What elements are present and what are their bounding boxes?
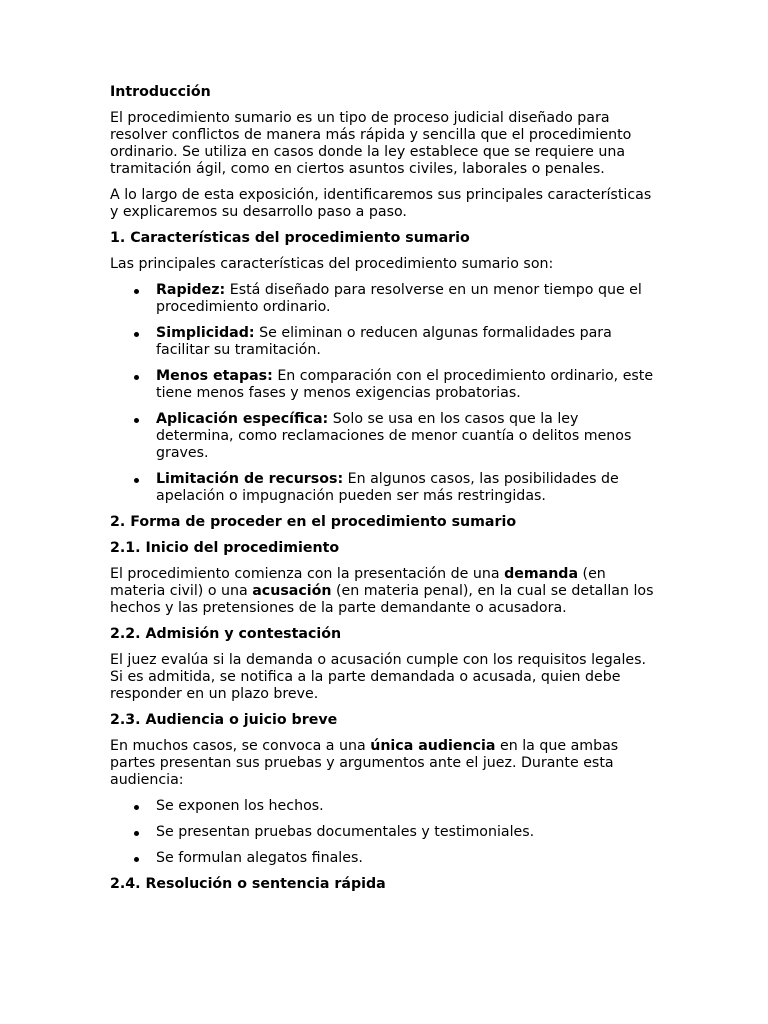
list-item: Se formulan alegatos finales. [156,850,658,867]
list-item [156,471,658,505]
list-item [156,282,658,316]
section-2-2-paragraph: El juez evalúa si la demanda o acusación cumple con los requisitos legales. Si es admitida, se notifica a la parte demandada o acusada, quien debe responder en un plazo breve. [110,652,647,702]
hearing-steps-list [110,798,658,867]
list-item-term: Rapidez: [156,282,226,298]
intro-paragraph-1: El procedimiento sumario es un tipo de proceso judicial diseñado para resolver conflictos de manera más rápida y sencilla que el procedimiento ordinario. Se utiliza en casos donde la ley establece que se requiere una tramitación ágil, como en ciertos asuntos civiles, laborales o penales. [110,110,632,177]
list-item-term: Limitación de recursos: [156,471,344,487]
section-2-2-heading: 2.2. Admisión y contestación [110,626,342,642]
list-item-term: Simplicidad: [156,325,255,341]
section-2-3-heading: 2.3. Audiencia o juicio breve [110,712,338,728]
bold-term-unica-audiencia: única audiencia [370,738,496,754]
list-item [156,325,658,359]
text-run: en la que ambas partes presentan sus pruebas y argumentos ante el juez. Durante esta audiencia: [110,738,619,788]
list-item-text: En comparación con el procedimiento ordinario, este tiene menos fases y menos exigencias probatorias. [156,368,654,401]
section-2-1-heading: 2.1. Inicio del procedimiento [110,540,340,556]
text-run: El procedimiento comienza con la presentación de una [110,566,505,582]
list-item [156,368,658,402]
intro-paragraph-2: A lo largo de esta exposición, identificaremos sus principales características y explicaremos su desarrollo paso a paso. [110,187,652,220]
bold-term-acusacion: acusación [252,583,332,599]
text-run: (en materia penal), en la cual se detallan los hechos y las pretensiones de la parte demandante o acusadora. [110,583,654,616]
list-item-text: Solo se usa en los casos que la ley determina, como reclamaciones de menor cuantía o delitos menos graves. [156,411,632,461]
section-2-1-paragraph [110,566,658,617]
list-item [156,411,658,462]
text-run: (en materia civil) o una [110,566,606,599]
section-1-lead: Las principales características del procedimiento sumario son: [110,256,554,272]
intro-heading: Introducción [110,84,211,100]
text-run: En muchos casos, se convoca a una [110,738,371,754]
list-item-text: Se eliminan o reducen algunas formalidades para facilitar su tramitación. [156,325,612,358]
section-2-heading: 2. Forma de proceder en el procedimiento sumario [110,514,517,530]
list-item-text: Está diseñado para resolverse en un menor tiempo que el procedimiento ordinario. [156,282,642,315]
section-2-3-paragraph [110,738,658,789]
list-item: Se presentan pruebas documentales y testimoniales. [156,824,658,841]
list-item-term: Aplicación específica: [156,411,329,427]
section-2-4-heading: 2.4. Resolución o sentencia rápida [110,876,386,892]
list-item: Se exponen los hechos. [156,798,658,815]
bold-term-demanda: demanda [504,566,579,582]
list-item-term: Menos etapas: [156,368,273,384]
section-1-heading: 1. Características del procedimiento sumario [110,230,470,246]
characteristics-list [110,282,658,505]
list-item-text: En algunos casos, las posibilidades de apelación o impugnación pueden ser más restringidas. [156,471,619,504]
